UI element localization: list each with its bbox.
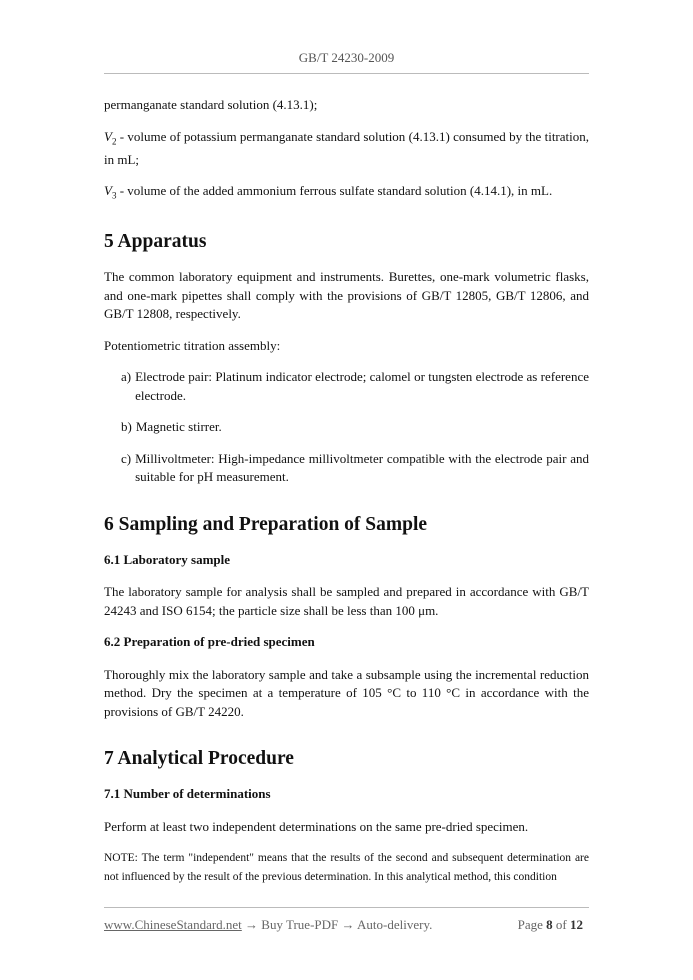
section-6-heading: 6 Sampling and Preparation of Sample — [104, 513, 428, 535]
paragraph-continuation: permanganate standard solution (4.13.1); — [104, 97, 318, 112]
v3-text: - volume of the added ammonium ferrous sulfate standard solution (4.14.1), in mL. — [116, 183, 553, 199]
v3-symbol: V — [104, 183, 112, 199]
page-number — [518, 917, 583, 933]
v3-subscript: 3 — [111, 190, 117, 201]
apparatus-item-a — [121, 368, 589, 405]
section-7-heading: 7 Analytical Procedure — [104, 748, 294, 770]
item-label: b) — [121, 419, 132, 435]
of-word: of — [555, 917, 567, 932]
variable-v3-definition — [104, 182, 589, 205]
section-6-1-text: The laboratory sample for analysis shall be sampled and prepared in accordance with GB/T 24243 and ISO 6154; the particle size shall be less than 100 μm. — [104, 584, 589, 618]
document-id: GB/T 24230-2009 — [298, 50, 395, 65]
apparatus-item-b — [121, 418, 589, 437]
section-7-1-text: Perform at least two independent determinations on the same pre-dried specimen. — [104, 818, 529, 834]
item-text: Millivoltmeter: High-impedance millivoltmeter compatible with the electrode pair and suitable for pH measurement. — [135, 450, 589, 485]
page-word: Page — [517, 917, 543, 932]
section-5-paragraph-2: Potentiometric titration assembly: — [104, 337, 281, 353]
footer-promo — [104, 917, 432, 933]
header-divider — [104, 73, 589, 74]
v2-text: - volume of potassium permanganate standard solution (4.13.1) consumed by the titration, in mL; — [104, 128, 589, 167]
section-7-1-heading: 7.1 Number of determinations — [104, 786, 271, 802]
v2-symbol: V — [104, 128, 112, 144]
section-5-paragraph-1: The common laboratory equipment and instruments. Burettes, one-mark volumetric flasks, and one-mark pipettes shall comply with the provisions of GB/T 12805, GB/T 12806, and GB/T 12808, respectively. — [104, 269, 589, 322]
site-link[interactable]: www.ChineseStandard.net — [104, 917, 242, 932]
item-label: c) — [121, 450, 132, 466]
item-text: Magnetic stirrer. — [135, 419, 222, 435]
note-paragraph: NOTE: The term "independent" means that the results of the second and subsequent determination are not influenced by the result of the previous determination. In this analytical method, this condition — [104, 852, 589, 884]
item-label: a) — [121, 369, 132, 385]
variable-v2-definition — [104, 128, 589, 170]
total-pages: 12 — [570, 917, 583, 932]
v2-subscript: 2 — [111, 136, 117, 147]
page-body — [104, 96, 589, 887]
section-5-heading: 5 Apparatus — [104, 231, 207, 253]
right-arrow-icon: → — [245, 917, 259, 932]
current-page: 8 — [546, 917, 553, 932]
auto-delivery-text: Auto-delivery. — [357, 917, 433, 932]
buy-pdf-text: Buy True-PDF — [261, 917, 339, 932]
section-6-1-heading: 6.1 Laboratory sample — [104, 551, 231, 567]
footer-divider — [104, 907, 589, 908]
item-text: Electrode pair: Platinum indicator electrode; calomel or tungsten electrode as reference electrode. — [135, 369, 589, 403]
right-arrow-icon: → — [341, 917, 355, 932]
document-header — [0, 50, 693, 66]
section-6-2-heading: 6.2 Preparation of pre-dried specimen — [104, 634, 315, 650]
section-6-2-text: Thoroughly mix the laboratory sample and take a subsample using the incremental reduction method. Dry the specimen at a temperature of 105 °C to 110 °C in accordance with the provisions of GB/T 24220. — [104, 666, 589, 719]
apparatus-item-c — [121, 450, 589, 487]
